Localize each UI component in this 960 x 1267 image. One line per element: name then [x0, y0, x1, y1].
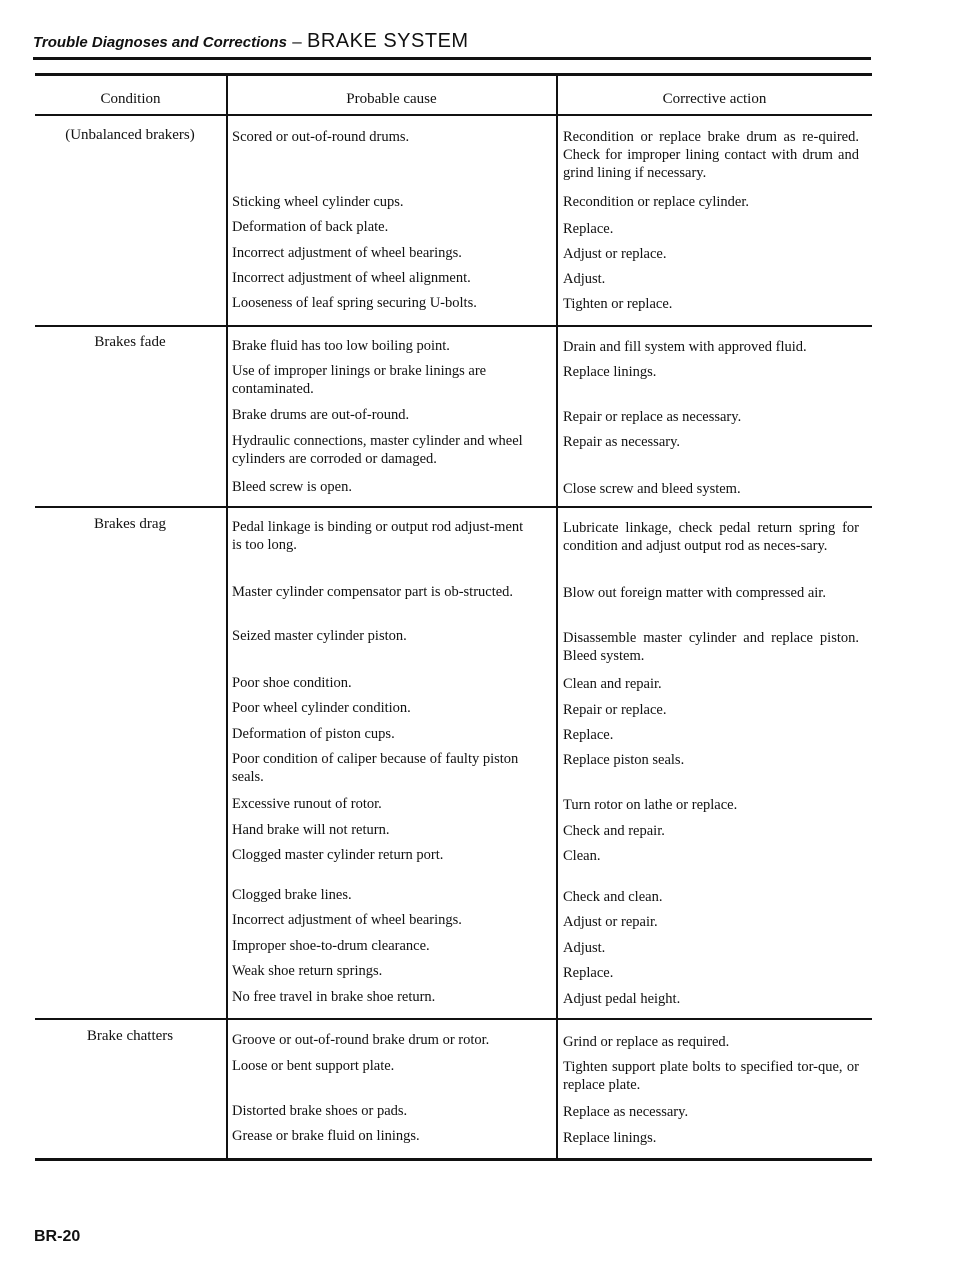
- cause-cell: Poor condition of caliper because of faulty piston seals.: [232, 751, 519, 785]
- action-cell: Grind or replace as required.: [563, 1034, 730, 1050]
- action-cell: Close screw and bleed system.: [563, 481, 741, 497]
- table-bottom-rule: [35, 1158, 872, 1161]
- action-cell: Lubricate linkage, check pedal return spring for condition and adjust output rod as neces-sary.: [563, 520, 859, 554]
- cause-cell: Grease or brake fluid on linings.: [232, 1128, 420, 1144]
- action-cell: Clean and repair.: [563, 676, 662, 692]
- action-cell: Replace linings.: [563, 364, 657, 380]
- cause-cell: Pedal linkage is binding or output rod adjust-ment is too long.: [232, 519, 524, 553]
- page-number: BR-20: [34, 1228, 81, 1245]
- group-divider-rule: [35, 325, 872, 327]
- condition-label: (Unbalanced brakers): [65, 127, 195, 143]
- column-divider: [226, 73, 228, 1158]
- action-cell: Replace as necessary.: [563, 1104, 689, 1120]
- page-header: [33, 30, 871, 53]
- action-cell: Adjust pedal height.: [563, 991, 681, 1007]
- cause-cell: Loose or bent support plate.: [232, 1058, 395, 1074]
- cause-cell: Clogged master cylinder return port.: [232, 847, 444, 863]
- cause-cell: Poor wheel cylinder condition.: [232, 700, 411, 716]
- action-cell: Blow out foreign matter with compressed air.: [563, 585, 826, 601]
- column-divider: [556, 73, 558, 1158]
- cause-cell: No free travel in brake shoe return.: [232, 989, 436, 1005]
- cause-cell: Incorrect adjustment of wheel alignment.: [232, 270, 471, 286]
- column-header-corrective-action: Corrective action: [662, 91, 767, 107]
- cause-cell: Seized master cylinder piston.: [232, 628, 407, 644]
- cause-cell: Deformation of back plate.: [232, 219, 389, 235]
- action-cell: Adjust.: [563, 271, 606, 287]
- cause-cell: Excessive runout of rotor.: [232, 796, 382, 812]
- cause-cell: Scored or out-of-round drums.: [232, 129, 410, 145]
- cause-cell: Brake drums are out-of-round.: [232, 407, 410, 423]
- action-cell: Adjust or repair.: [563, 914, 658, 930]
- cause-cell: Sticking wheel cylinder cups.: [232, 194, 404, 210]
- table-header-row: [35, 73, 872, 113]
- cause-cell: Clogged brake lines.: [232, 887, 352, 903]
- condition-label: Brakes fade: [94, 334, 166, 350]
- header-rule: [33, 57, 871, 60]
- condition-label: Brake chatters: [86, 1028, 174, 1044]
- action-cell: Adjust.: [563, 940, 606, 956]
- action-cell: Replace.: [563, 965, 614, 981]
- action-cell: Check and repair.: [563, 823, 665, 839]
- cause-cell: Hand brake will not return.: [232, 822, 390, 838]
- cause-cell: Master cylinder compensator part is ob-structed.: [232, 584, 514, 600]
- action-cell: Repair as necessary.: [563, 434, 681, 450]
- cause-cell: Groove or out-of-round brake drum or rotor.: [232, 1032, 490, 1048]
- cause-cell: Poor shoe condition.: [232, 675, 352, 691]
- action-cell: Turn rotor on lathe or replace.: [563, 797, 738, 813]
- action-cell: Replace linings.: [563, 1130, 657, 1146]
- action-cell: Replace piston seals.: [563, 752, 685, 768]
- column-header-condition: Condition: [100, 91, 161, 107]
- cause-cell: Deformation of piston cups.: [232, 726, 395, 742]
- action-cell: Replace.: [563, 221, 614, 237]
- header-section-prefix: Trouble Diagnoses and Corrections: [33, 34, 287, 51]
- action-cell: Disassemble master cylinder and replace piston. Bleed system.: [563, 630, 859, 664]
- cause-cell: Brake fluid has too low boiling point.: [232, 338, 450, 354]
- action-cell: Clean.: [563, 848, 601, 864]
- action-cell: Tighten or replace.: [563, 296, 673, 312]
- action-cell: Replace.: [563, 727, 614, 743]
- cause-cell: Looseness of leaf spring securing U-bolts.: [232, 295, 477, 311]
- header-title: [33, 30, 871, 53]
- action-cell: Repair or replace.: [563, 702, 667, 718]
- cause-cell: Distorted brake shoes or pads.: [232, 1103, 408, 1119]
- column-header-probable-cause: Probable cause: [346, 91, 437, 107]
- cause-cell: Incorrect adjustment of wheel bearings.: [232, 912, 462, 928]
- condition-label: Brakes drag: [93, 516, 167, 532]
- header-dash: –: [292, 32, 302, 51]
- group-divider-rule: [35, 1018, 872, 1020]
- action-cell: Recondition or replace cylinder.: [563, 194, 750, 210]
- cause-cell: Use of improper linings or brake linings are contaminated.: [232, 363, 487, 397]
- cause-cell: Incorrect adjustment of wheel bearings.: [232, 245, 462, 261]
- action-cell: Drain and fill system with approved fluid.: [563, 339, 807, 355]
- table-header-rule: [35, 114, 872, 116]
- action-cell: Adjust or replace.: [563, 246, 667, 262]
- action-cell: Check and clean.: [563, 889, 663, 905]
- action-cell: Recondition or replace brake drum as re-quired. Check for improper lining contact with drum and grind lining if necessary.: [563, 129, 859, 181]
- cause-cell: Hydraulic connections, master cylinder and wheel cylinders are corroded or damaged.: [232, 433, 523, 467]
- action-cell: Tighten support plate bolts to specified tor-que, or replace plate.: [563, 1059, 859, 1093]
- header-system-title: BRAKE SYSTEM: [306, 30, 469, 52]
- group-divider-rule: [35, 506, 872, 508]
- cause-cell: Improper shoe-to-drum clearance.: [232, 938, 430, 954]
- cause-cell: Bleed screw is open.: [232, 479, 352, 495]
- action-cell: Repair or replace as necessary.: [563, 409, 742, 425]
- cause-cell: Weak shoe return springs.: [232, 963, 383, 979]
